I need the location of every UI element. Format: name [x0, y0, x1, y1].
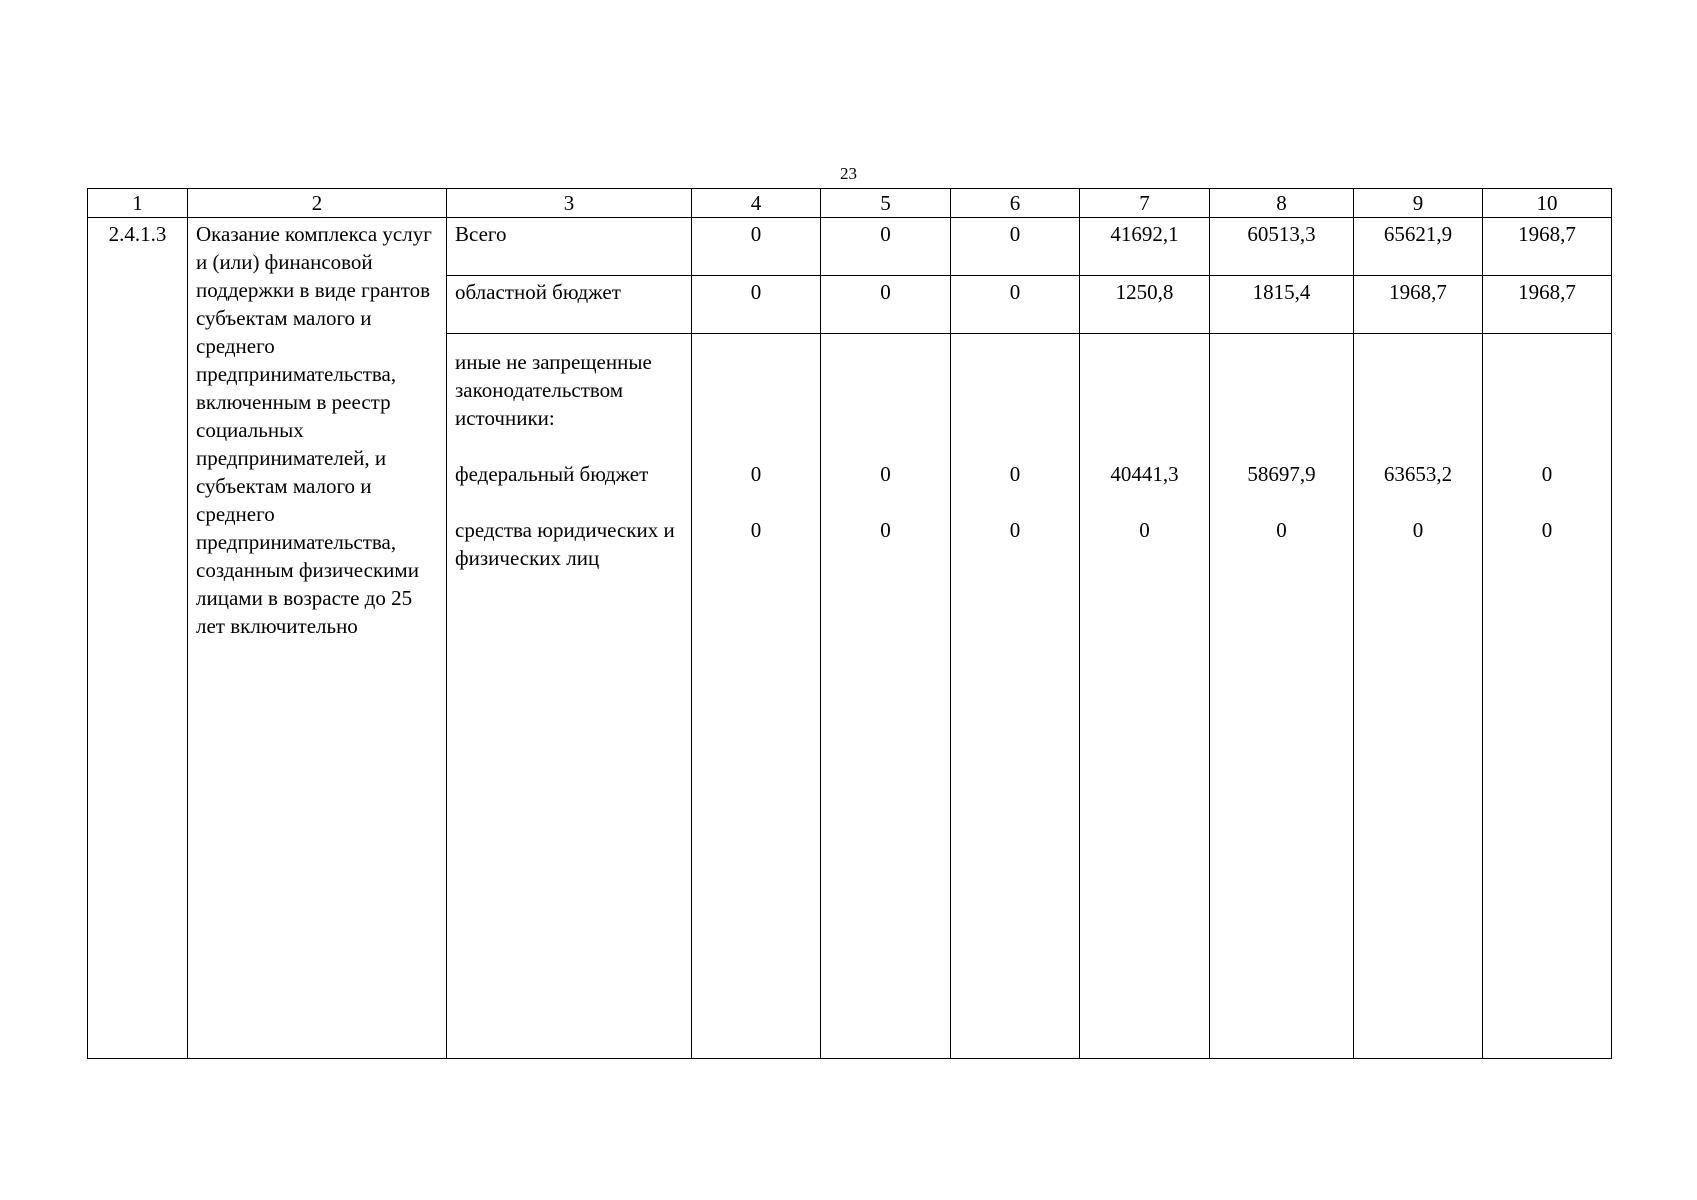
value-cell: 0 — [951, 276, 1080, 334]
value-cell: 1250,8 — [1080, 276, 1210, 334]
budget-table — [87, 188, 1612, 1059]
column-header: 2 — [188, 189, 447, 218]
value-federal: 0 — [1009, 462, 1021, 486]
value-cell: 0 — [821, 218, 951, 276]
value-column — [951, 334, 1080, 1059]
page-number: 23 — [840, 164, 857, 183]
value-legal-entities: 0 — [1412, 518, 1424, 542]
value-legal-entities: 0 — [880, 518, 891, 542]
value-cell: 1815,4 — [1210, 276, 1354, 334]
column-header: 8 — [1210, 189, 1354, 218]
value-federal: 0 — [880, 462, 891, 486]
value-legal-entities: 0 — [1276, 518, 1287, 542]
value-legal-entities: 0 — [750, 518, 762, 542]
value-cell: 0 — [692, 276, 821, 334]
value-column — [1080, 334, 1210, 1059]
source-label-legal-entities: средства юридических и физических лиц — [455, 518, 675, 570]
value-cell: 41692,1 — [1080, 218, 1210, 276]
value-column — [821, 334, 951, 1059]
value-cell: 1968,7 — [1483, 276, 1612, 334]
value-cell: 0 — [951, 218, 1080, 276]
column-header: 5 — [821, 189, 951, 218]
other-sources-heading: иные не запрещенные законодательством источники: — [455, 350, 652, 430]
source-label-federal: федеральный бюджет — [455, 462, 649, 486]
item-name: Оказание комплекса услуг и (или) финансовой поддержки в виде грантов субъектам малого и среднего предпринимательства, включенным в реестр социальных предпринимателей, и субъектам малого и среднего предпринимательства, созданным физическими лицами в возрасте до 25 лет включительно — [188, 218, 447, 1059]
value-legal-entities: 0 — [1541, 518, 1553, 542]
value-federal: 0 — [1541, 462, 1553, 486]
value-legal-entities: 0 — [1139, 518, 1150, 542]
item-code: 2.4.1.3 — [88, 218, 188, 1059]
column-header: 4 — [692, 189, 821, 218]
column-header: 10 — [1483, 189, 1612, 218]
value-cell: 1968,7 — [1354, 276, 1483, 334]
source-label-total: Всего — [447, 218, 692, 276]
value-legal-entities: 0 — [1009, 518, 1021, 542]
value-cell: 1968,7 — [1483, 218, 1612, 276]
column-header: 7 — [1080, 189, 1210, 218]
column-header: 6 — [951, 189, 1080, 218]
value-cell: 0 — [821, 276, 951, 334]
source-label-other — [447, 334, 692, 1059]
column-header: 1 — [88, 189, 188, 218]
value-cell: 65621,9 — [1354, 218, 1483, 276]
value-federal: 0 — [750, 462, 762, 486]
value-federal: 63653,2 — [1383, 462, 1453, 486]
value-column — [1483, 334, 1612, 1059]
column-header: 9 — [1354, 189, 1483, 218]
table-row-total — [88, 218, 1612, 276]
value-column — [692, 334, 821, 1059]
value-federal: 58697,9 — [1247, 462, 1316, 486]
column-header: 3 — [447, 189, 692, 218]
column-number-row — [88, 189, 1612, 218]
value-column — [1354, 334, 1483, 1059]
value-federal: 40441,3 — [1110, 462, 1179, 486]
value-cell: 0 — [692, 218, 821, 276]
value-column — [1210, 334, 1354, 1059]
source-label-regional: областной бюджет — [447, 276, 692, 334]
value-cell: 60513,3 — [1210, 218, 1354, 276]
